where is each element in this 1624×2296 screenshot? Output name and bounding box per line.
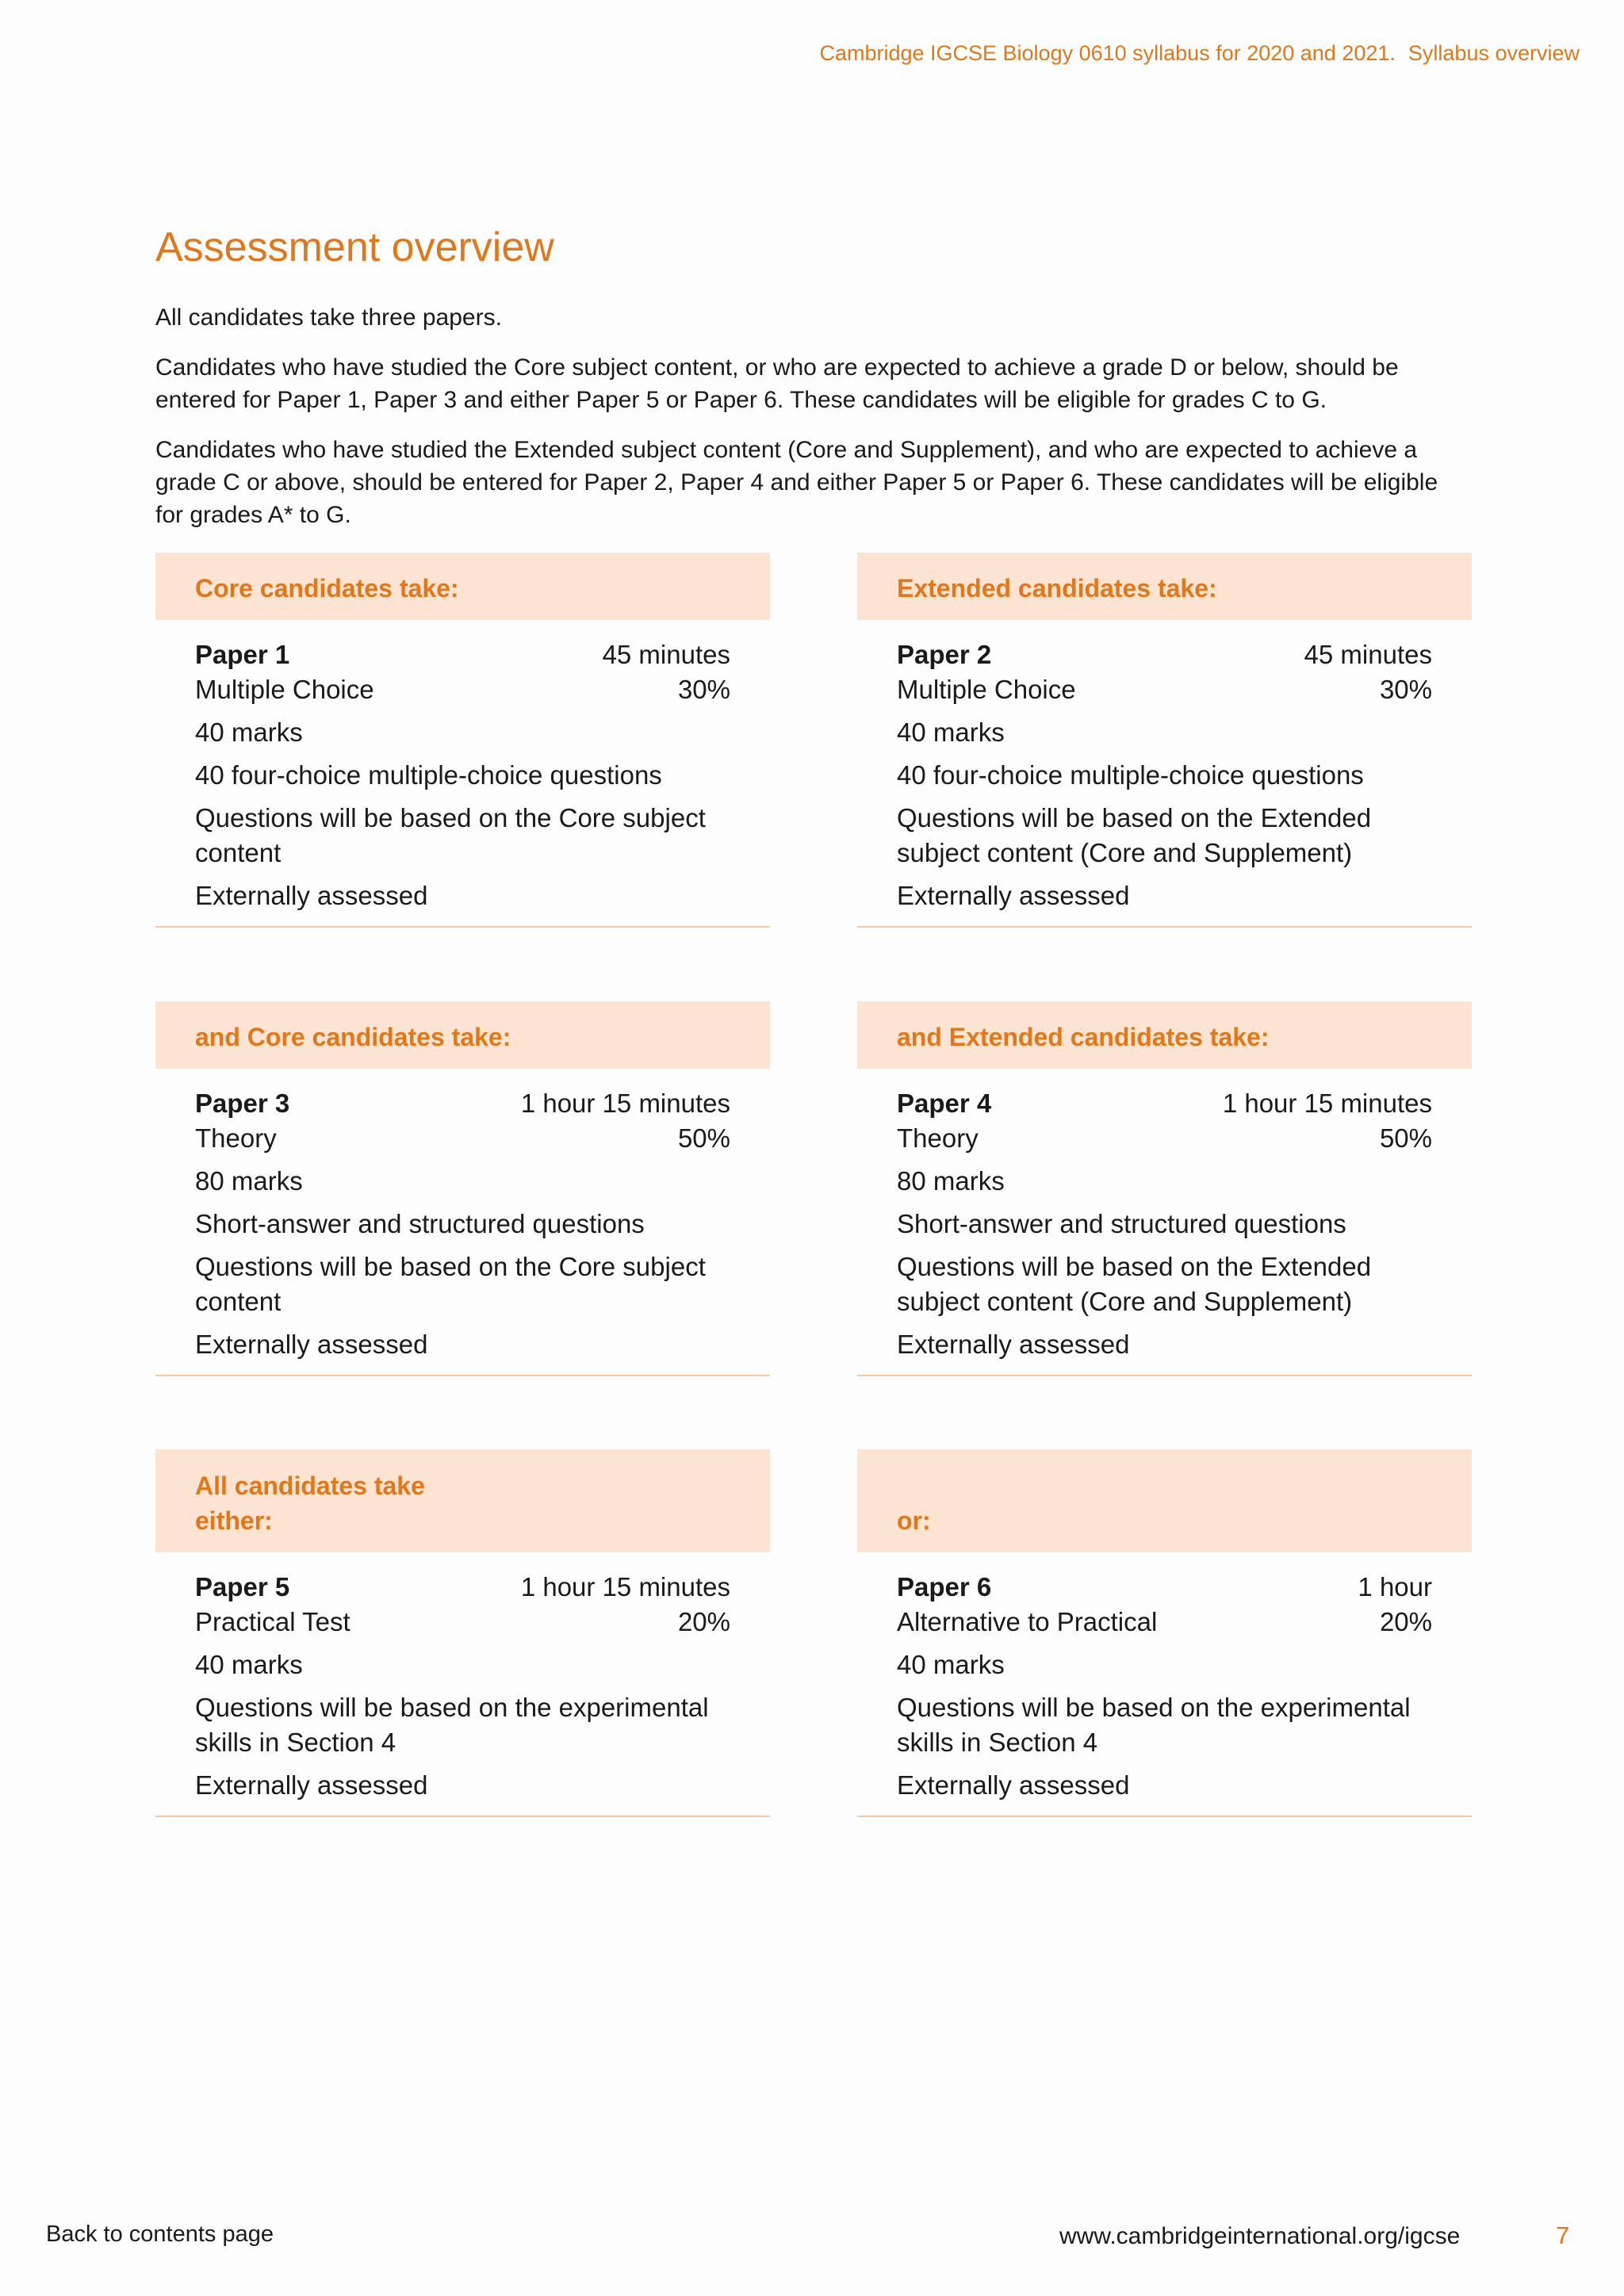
paper-box-paper-6	[857, 1449, 1472, 1817]
paper-name: Paper 3	[195, 1089, 290, 1118]
paper-box-paper-5	[155, 1449, 770, 1817]
paper-type: Practical Test	[195, 1607, 350, 1636]
paper-duration: 1 hour 15 minutes	[520, 1089, 730, 1118]
paper-detail: 40 marks	[897, 1650, 1005, 1679]
paper-name: Paper 6	[897, 1572, 992, 1601]
box-body	[857, 1069, 1472, 1376]
paper-detail: Externally assessed	[195, 1330, 428, 1359]
paper-detail: Questions will be based on the experimental skills in Section 4	[195, 1693, 709, 1757]
paper-duration: 1 hour 15 minutes	[520, 1572, 730, 1601]
box-heading: and Extended candidates take:	[857, 1001, 1472, 1069]
box-body	[857, 1552, 1472, 1817]
paper-detail: Questions will be based on the Extended subject content (Core and Supplement)	[897, 1252, 1372, 1316]
paper-detail: 40 marks	[897, 718, 1005, 747]
paper-type: Multiple Choice	[897, 675, 1076, 704]
paper-duration: 45 minutes	[602, 640, 730, 669]
box-heading: All candidates take either:	[155, 1449, 770, 1552]
box-heading: and Core candidates take:	[155, 1001, 770, 1069]
paper-detail: Questions will be based on the Extended subject content (Core and Supplement)	[897, 803, 1372, 867]
paper-detail: Questions will be based on the Core subject content	[195, 1252, 706, 1316]
paper-detail: Questions will be based on the experimental skills in Section 4	[897, 1693, 1411, 1757]
paper-box-paper-4	[857, 1001, 1472, 1376]
intro	[155, 301, 1456, 549]
paper-detail: Externally assessed	[195, 881, 428, 910]
paper-detail: Short-answer and structured questions	[195, 1209, 645, 1238]
paper-detail: Externally assessed	[897, 1330, 1130, 1359]
paper-weight: 20%	[677, 1607, 730, 1636]
website-url[interactable]: www.cambridgeinternational.org/igcse	[1059, 2223, 1461, 2249]
paper-detail: 80 marks	[897, 1166, 1005, 1196]
paper-weight: 50%	[1379, 1123, 1432, 1153]
paper-box-paper-3	[155, 1001, 770, 1376]
paper-duration: 1 hour	[1358, 1572, 1432, 1601]
box-body	[155, 1552, 770, 1817]
box-heading: or:	[857, 1449, 1472, 1552]
paper-detail: 40 four-choice multiple-choice questions	[897, 760, 1364, 790]
intro-paragraph: Candidates who have studied the Extended subject content (Core and Supplement), and who are expected to achieve a grade C or above, should be entered for Paper 2, Paper 4 and either Paper 5 or Paper 6. These candidates will be eligible for grades A* to G.	[155, 437, 1438, 528]
paper-type: Theory	[195, 1123, 277, 1153]
paper-duration: 1 hour 15 minutes	[1222, 1089, 1432, 1118]
paper-weight: 30%	[1379, 675, 1432, 704]
paper-detail: Externally assessed	[195, 1770, 428, 1800]
paper-detail: Externally assessed	[897, 1770, 1130, 1800]
page-title: Assessment overview	[155, 224, 554, 270]
paper-detail: Externally assessed	[897, 881, 1130, 910]
paper-box-paper-1	[155, 553, 770, 928]
paper-detail: Short-answer and structured questions	[897, 1209, 1346, 1238]
paper-duration: 45 minutes	[1304, 640, 1432, 669]
box-heading: Core candidates take:	[155, 553, 770, 620]
paper-detail: 40 marks	[195, 1650, 303, 1679]
paper-box-paper-2	[857, 553, 1472, 928]
paper-detail: 80 marks	[195, 1166, 303, 1196]
page-number: 7	[1556, 2221, 1570, 2249]
paper-weight: 30%	[677, 675, 730, 704]
paper-name: Paper 5	[195, 1572, 290, 1601]
paper-detail: Questions will be based on the Core subject content	[195, 803, 706, 867]
back-to-contents-link[interactable]: Back to contents page	[46, 2221, 274, 2247]
paper-type: Alternative to Practical	[897, 1607, 1158, 1636]
paper-type: Theory	[897, 1123, 979, 1153]
paper-name: Paper 1	[195, 640, 290, 669]
intro-paragraph: All candidates take three papers.	[155, 304, 502, 331]
section-name: Syllabus overview	[1408, 41, 1580, 65]
box-body	[857, 620, 1472, 928]
intro-paragraph: Candidates who have studied the Core subject content, or who are expected to achieve a grade D or below, should be entered for Paper 1, Paper 3 and either Paper 5 or Paper 6. These candidates will be eligible for grades C to G.	[155, 354, 1399, 413]
box-heading: Extended candidates take:	[857, 553, 1472, 620]
box-body	[155, 1069, 770, 1376]
box-body	[155, 620, 770, 928]
running-header	[819, 41, 1580, 66]
running-title: Cambridge IGCSE Biology 0610 syllabus for 2020 and 2021.	[819, 41, 1396, 65]
paper-name: Paper 4	[897, 1089, 992, 1118]
paper-name: Paper 2	[897, 640, 992, 669]
paper-weight: 20%	[1379, 1607, 1432, 1636]
paper-detail: 40 four-choice multiple-choice questions	[195, 760, 662, 790]
paper-type: Multiple Choice	[195, 675, 374, 704]
paper-weight: 50%	[677, 1123, 730, 1153]
paper-detail: 40 marks	[195, 718, 303, 747]
